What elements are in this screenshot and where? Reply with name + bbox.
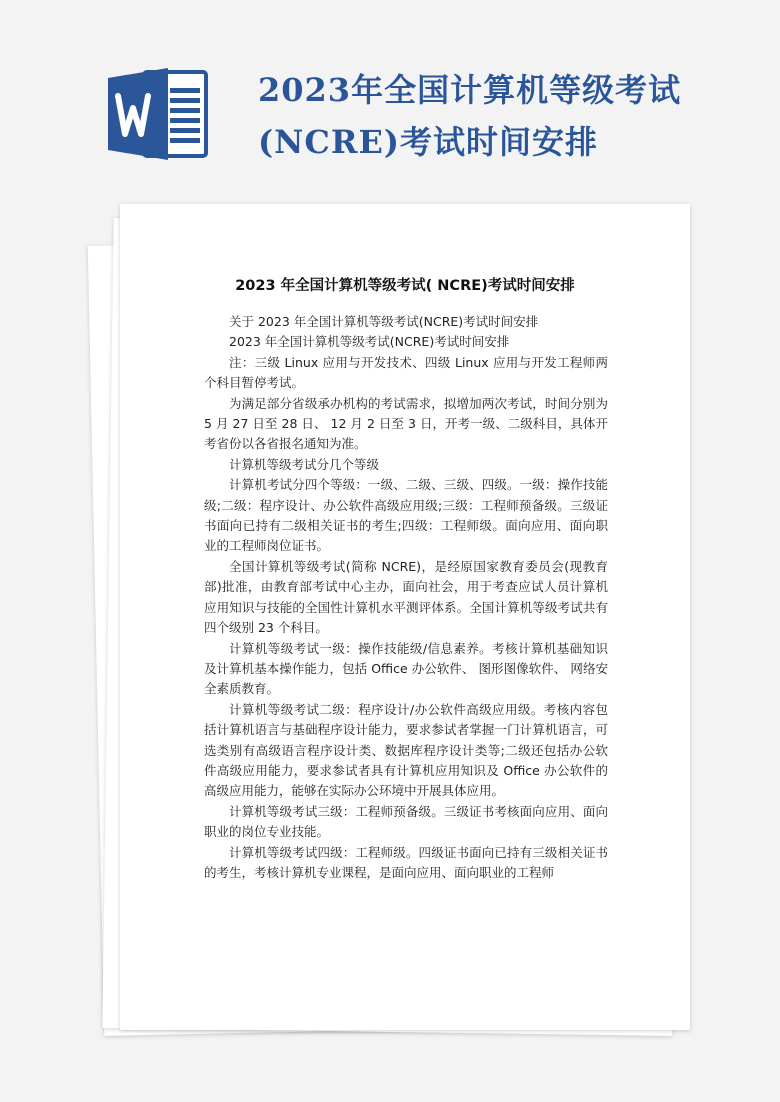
paragraph: 计算机等级考试二级：程序设计/办公软件高级应用级。考核内容包括计算机语言与基础程序设计能力，要求参试者掌握一门计算机语言，可选类别有高级语言程序设计类、数据库程序设计类等;二级还包括办公软件高级应用能力，要求参试者具有计算机应用知识及 Office 办公软件的高级应用能力，能够在实际办公环境中开展具体应用。	[204, 701, 608, 799]
document-body	[204, 312, 608, 883]
paragraph: 注：三级 Linux 应用与开发技术、四级 Linux 应用与开发工程师两个科目暂停考试。	[204, 354, 608, 391]
paragraph: 计算机等级考试三级：工程师预备级。三级证书考核面向应用、面向职业的岗位专业技能。	[204, 803, 608, 840]
paragraph: 计算机考试分四个等级：一级、二级、三级、四级。一级：操作技能级;二级：程序设计、办公软件高级应用级;三级：工程师预备级。三级证书面向已持有二级相关证书的考生;四级：工程师级。面向应用、面向职业的工程师岗位证书。	[204, 477, 608, 554]
document-page	[120, 204, 690, 1030]
paragraph: 计算机等级考试一级：操作技能级/信息素养。考核计算机基础知识及计算机基本操作能力，包括 Office 办公软件、 图形图像软件、 网络安全素质教育。	[204, 640, 608, 697]
header	[0, 0, 780, 200]
paragraph: 计算机等级考试分几个等级	[229, 456, 380, 472]
paragraph: 计算机等级考试四级：工程师级。四级证书面向已持有三级相关证书的考生，考核计算机专业课程，是面向应用、面向职业的工程师	[204, 844, 608, 880]
paragraph: 关于 2023 年全国计算机等级考试(NCRE)考试时间安排	[229, 314, 539, 329]
page-title: 2023年全国计算机等级考试(NCRE)考试时间安排	[258, 71, 682, 161]
paragraph: 全国计算机等级考试(简称 NCRE)，是经原国家教育委员会(现教育部)批准，由教育部考试中心主办，面向社会，用于考查应试人员计算机应用知识与技能的全国性计算机水平测评体系。全国计算机等级考试共有四个级别 23 个科目。	[204, 558, 608, 636]
document-title: 2023 年全国计算机等级考试( NCRE)考试时间安排	[235, 278, 575, 294]
paragraph: 2023 年全国计算机等级考试(NCRE)考试时间安排	[229, 334, 510, 350]
word-document-icon	[108, 66, 212, 162]
paragraph: 为满足部分省级承办机构的考试需求，拟增加两次考试，时间分别为 5 月 27 日至 28 日、 12 月 2 日至 3 日，开考一级、二级科目，具体开考省份以各省报名通知为准。	[204, 395, 608, 452]
